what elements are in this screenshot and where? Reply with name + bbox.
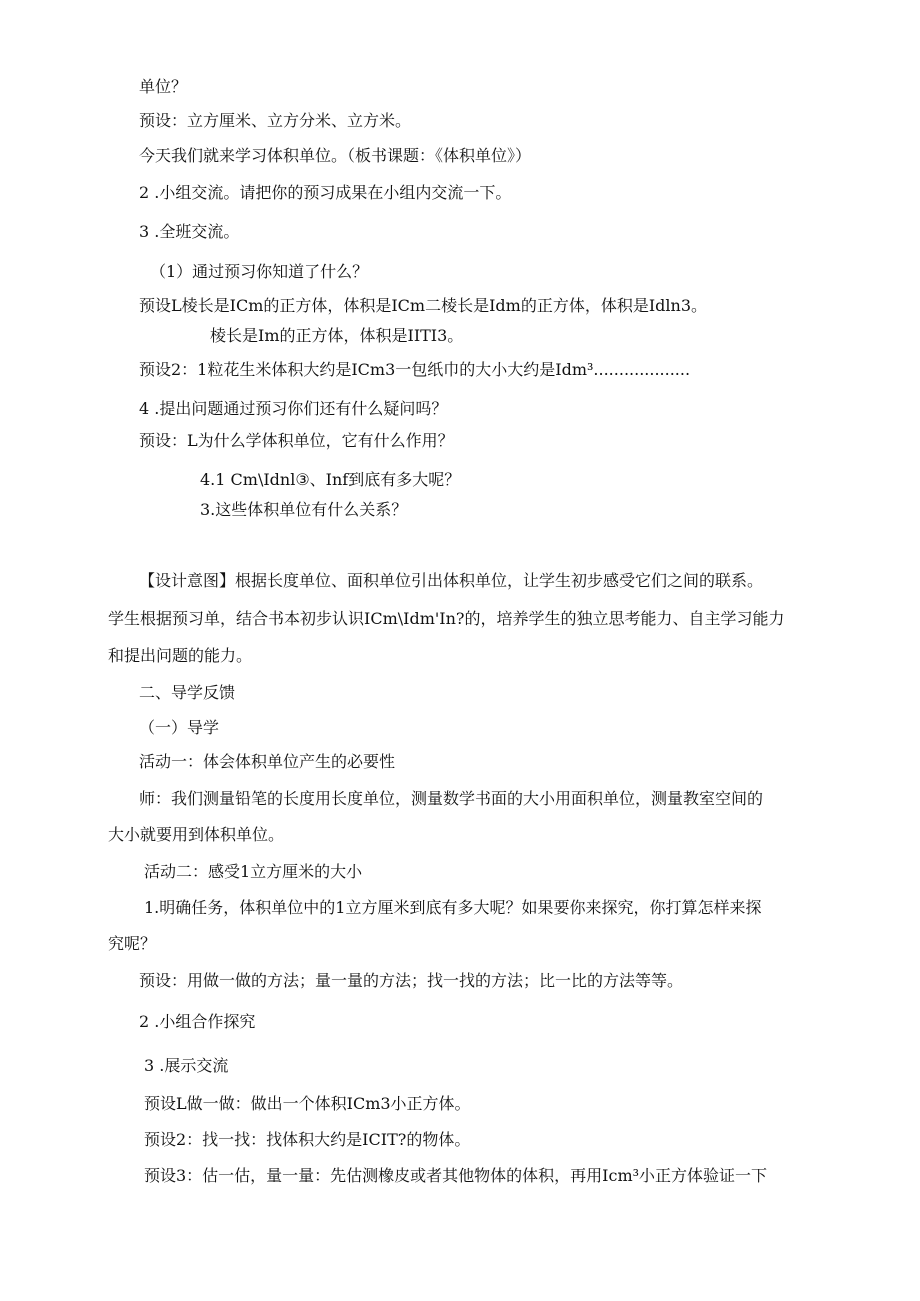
- sub-item: 4.1 Cm\Idnl③、Inf到底有多大呢？: [200, 470, 461, 489]
- numbered-item: 2 .小组合作探究: [139, 1012, 256, 1031]
- activity-heading: 活动二：感受1立方厘米的大小: [144, 862, 363, 881]
- numbered-item: 3 .全班交流。: [139, 222, 240, 241]
- numbered-item: 3 .展示交流: [144, 1056, 229, 1075]
- design-intent: 【设计意图】根据长度单位、面积单位引出体积单位，让学生初步感受它们之间的联系。: [139, 571, 764, 590]
- text-line: 师：我们测量铅笔的长度用长度单位，测量数学书面的大小用面积单位，测量教室空间的: [139, 789, 764, 808]
- text-line: 预设2：找一找：找体积大约是ICIT?的物体。: [144, 1130, 471, 1149]
- numbered-item: 2 .小组交流。请把你的预习成果在小组内交流一下。: [139, 183, 512, 202]
- numbered-item: 4 .提出问题通过预习你们还有什么疑问吗？: [139, 399, 448, 418]
- text-line: 和提出问题的能力。: [108, 646, 253, 665]
- text-line: 单位？: [139, 77, 188, 96]
- text-line: 究呢？: [108, 934, 157, 953]
- text-line: 预设2：1粒花生米体积大约是ICm3一包纸巾的大小大约是Idm³...................: [139, 360, 691, 379]
- text-line: 预设3：估一估，量一量：先估测橡皮或者其他物体的体积，再用Icm³小正方体验证一下: [144, 1166, 768, 1185]
- text-line: 预设L棱长是ICm的正方体，体积是ICm二棱长是Idm的正方体，体积是Idln3。: [139, 296, 707, 315]
- text-line: 棱长是Im的正方体，体积是IITI3。: [210, 326, 464, 345]
- subsection-heading: （一）导学: [139, 718, 220, 737]
- sub-item: （1）通过预习你知道了什么？: [150, 262, 369, 281]
- text-line: 预设：立方厘米、立方分米、立方米。: [139, 111, 412, 130]
- text-line: 今天我们就来学习体积单位。（板书课题：《体积单位》）: [139, 146, 532, 165]
- sub-item: 3.这些体积单位有什么关系？: [200, 500, 408, 519]
- text-line: 预设：L为什么学体积单位，它有什么作用？: [139, 431, 454, 450]
- text-line: 1.明确任务，体积单位中的1立方厘米到底有多大呢？如果要你来探究，你打算怎样来探: [144, 898, 762, 917]
- text-line: 预设：用做一做的方法；量一量的方法；找一找的方法；比一比的方法等等。: [139, 971, 684, 990]
- section-heading: 二、导学反馈: [139, 683, 236, 702]
- activity-heading: 活动一：体会体积单位产生的必要性: [139, 752, 396, 771]
- text-line: 学生根据预习单，结合书本初步认识ICm\Idm'In?的，培养学生的独立思考能力、自主学习能力: [108, 609, 785, 628]
- text-line: 预设L做一做：做出一个体积ICm3小正方体。: [144, 1094, 471, 1113]
- text-line: 大小就要用到体积单位。: [108, 825, 285, 844]
